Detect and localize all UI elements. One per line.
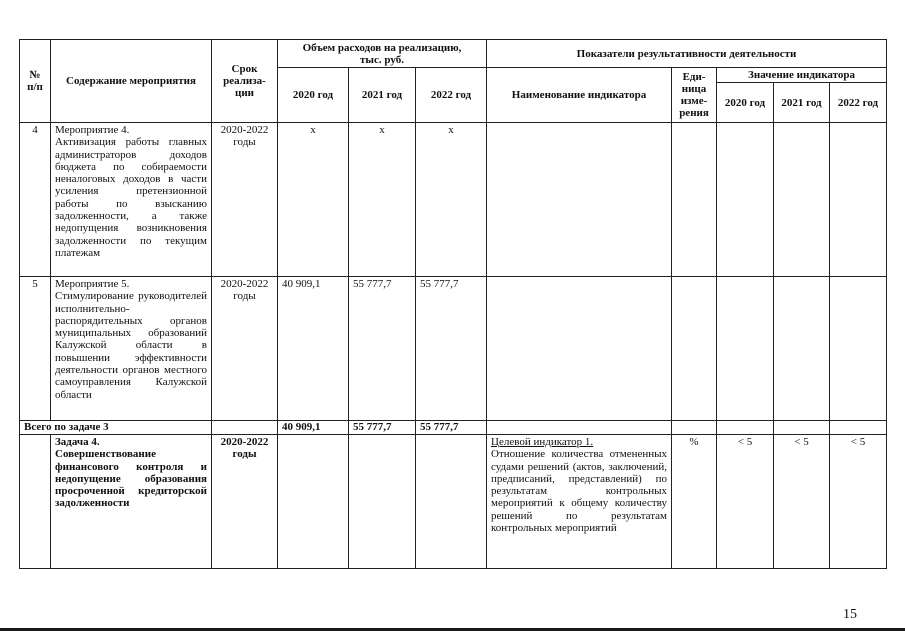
task-expense-2021 xyxy=(349,435,416,569)
row-unit xyxy=(672,123,717,277)
total-value-2020 xyxy=(717,421,774,435)
total-unit xyxy=(672,421,717,435)
total-value-2021 xyxy=(774,421,830,435)
task-indicator-name xyxy=(487,435,672,569)
indicator-title: Целевой индикатор 1. xyxy=(491,436,594,448)
header-indicator-name: Наименование индикатора xyxy=(487,68,672,123)
row-term: 2020-2022 годы xyxy=(212,123,278,277)
header-year-2021: 2021 год xyxy=(349,68,416,123)
task-num xyxy=(20,435,51,569)
row-expense-2020: x xyxy=(278,123,349,277)
task-content: Задача 4. Совершенствование финансового контроля и недопущение образования просроченной кредиторской задолженности xyxy=(51,435,212,569)
task-value-2021: < 5 xyxy=(774,435,830,569)
row-expense-2022: 55 777,7 xyxy=(416,277,487,421)
row-expense-2020: 40 909,1 xyxy=(278,277,349,421)
header-term: Срок реализа- ции xyxy=(212,40,278,123)
row-value-2021 xyxy=(774,277,830,421)
header-value-2020: 2020 год xyxy=(717,83,774,123)
row-content: Мероприятие 4. Активизация работы главных администраторов доходов бюджета по собираемости неналоговых доходов в части усиления претензионной работы по взысканию задолженности, а также недопущения возникновения задолженности по текущим платежам xyxy=(51,123,212,277)
row-value-2020 xyxy=(717,123,774,277)
task-unit: % xyxy=(672,435,717,569)
row-num: 4 xyxy=(20,123,51,277)
row-expense-2021: 55 777,7 xyxy=(349,277,416,421)
header-indicators: Показатели результативности деятельности xyxy=(487,40,887,68)
row-num: 5 xyxy=(20,277,51,421)
header-year-2022: 2022 год xyxy=(416,68,487,123)
total-indicator-name xyxy=(487,421,672,435)
table-row xyxy=(20,277,887,421)
table-row xyxy=(20,123,887,277)
row-indicator-name xyxy=(487,277,672,421)
header-volume: Объем расходов на реализацию, тыс. руб. xyxy=(278,40,487,68)
row-value-2020 xyxy=(717,277,774,421)
row-value-2022 xyxy=(830,277,887,421)
total-value-2022 xyxy=(830,421,887,435)
row-content: Мероприятие 5. Стимулирование руководителей исполнительно-распорядительных органов муниципальных образований Калужской области в повышении эффективности деятельности органов местного самоуправления Калужской области xyxy=(51,277,212,421)
task-value-2020: < 5 xyxy=(717,435,774,569)
total-expense-2020: 40 909,1 xyxy=(278,421,349,435)
header-unit: Еди- ница изме- рения xyxy=(672,68,717,123)
header-value-2022: 2022 год xyxy=(830,83,887,123)
row-term: 2020-2022 годы xyxy=(212,277,278,421)
row-indicator-name xyxy=(487,123,672,277)
activities-table xyxy=(19,39,887,569)
task-row xyxy=(20,435,887,569)
header-value-2021: 2021 год xyxy=(774,83,830,123)
task-expense-2020 xyxy=(278,435,349,569)
total-label: Всего по задаче 3 xyxy=(20,421,212,435)
header-num: № п/п xyxy=(20,40,51,123)
row-expense-2022: x xyxy=(416,123,487,277)
row-expense-2021: x xyxy=(349,123,416,277)
total-row xyxy=(20,421,887,435)
indicator-description: Отношение количества отмененных судами решений (актов, заключений, предписаний, представлений) по результатам контрольных мероприятий к общему количеству решений по результатам контрольных мероприятий xyxy=(491,448,668,535)
row-unit xyxy=(672,277,717,421)
header-row-1 xyxy=(20,40,887,68)
page-edge-divider xyxy=(0,628,905,631)
header-content: Содержание мероприятия xyxy=(51,40,212,123)
row-value-2022 xyxy=(830,123,887,277)
task-term: 2020-2022 годы xyxy=(212,435,278,569)
task-expense-2022 xyxy=(416,435,487,569)
total-expense-2021: 55 777,7 xyxy=(349,421,416,435)
total-term xyxy=(212,421,278,435)
header-year-2020: 2020 год xyxy=(278,68,349,123)
header-indicator-value: Значение индикатора xyxy=(717,68,887,83)
page-number: 15 xyxy=(843,607,857,622)
row-value-2021 xyxy=(774,123,830,277)
total-expense-2022: 55 777,7 xyxy=(416,421,487,435)
task-value-2022: < 5 xyxy=(830,435,887,569)
